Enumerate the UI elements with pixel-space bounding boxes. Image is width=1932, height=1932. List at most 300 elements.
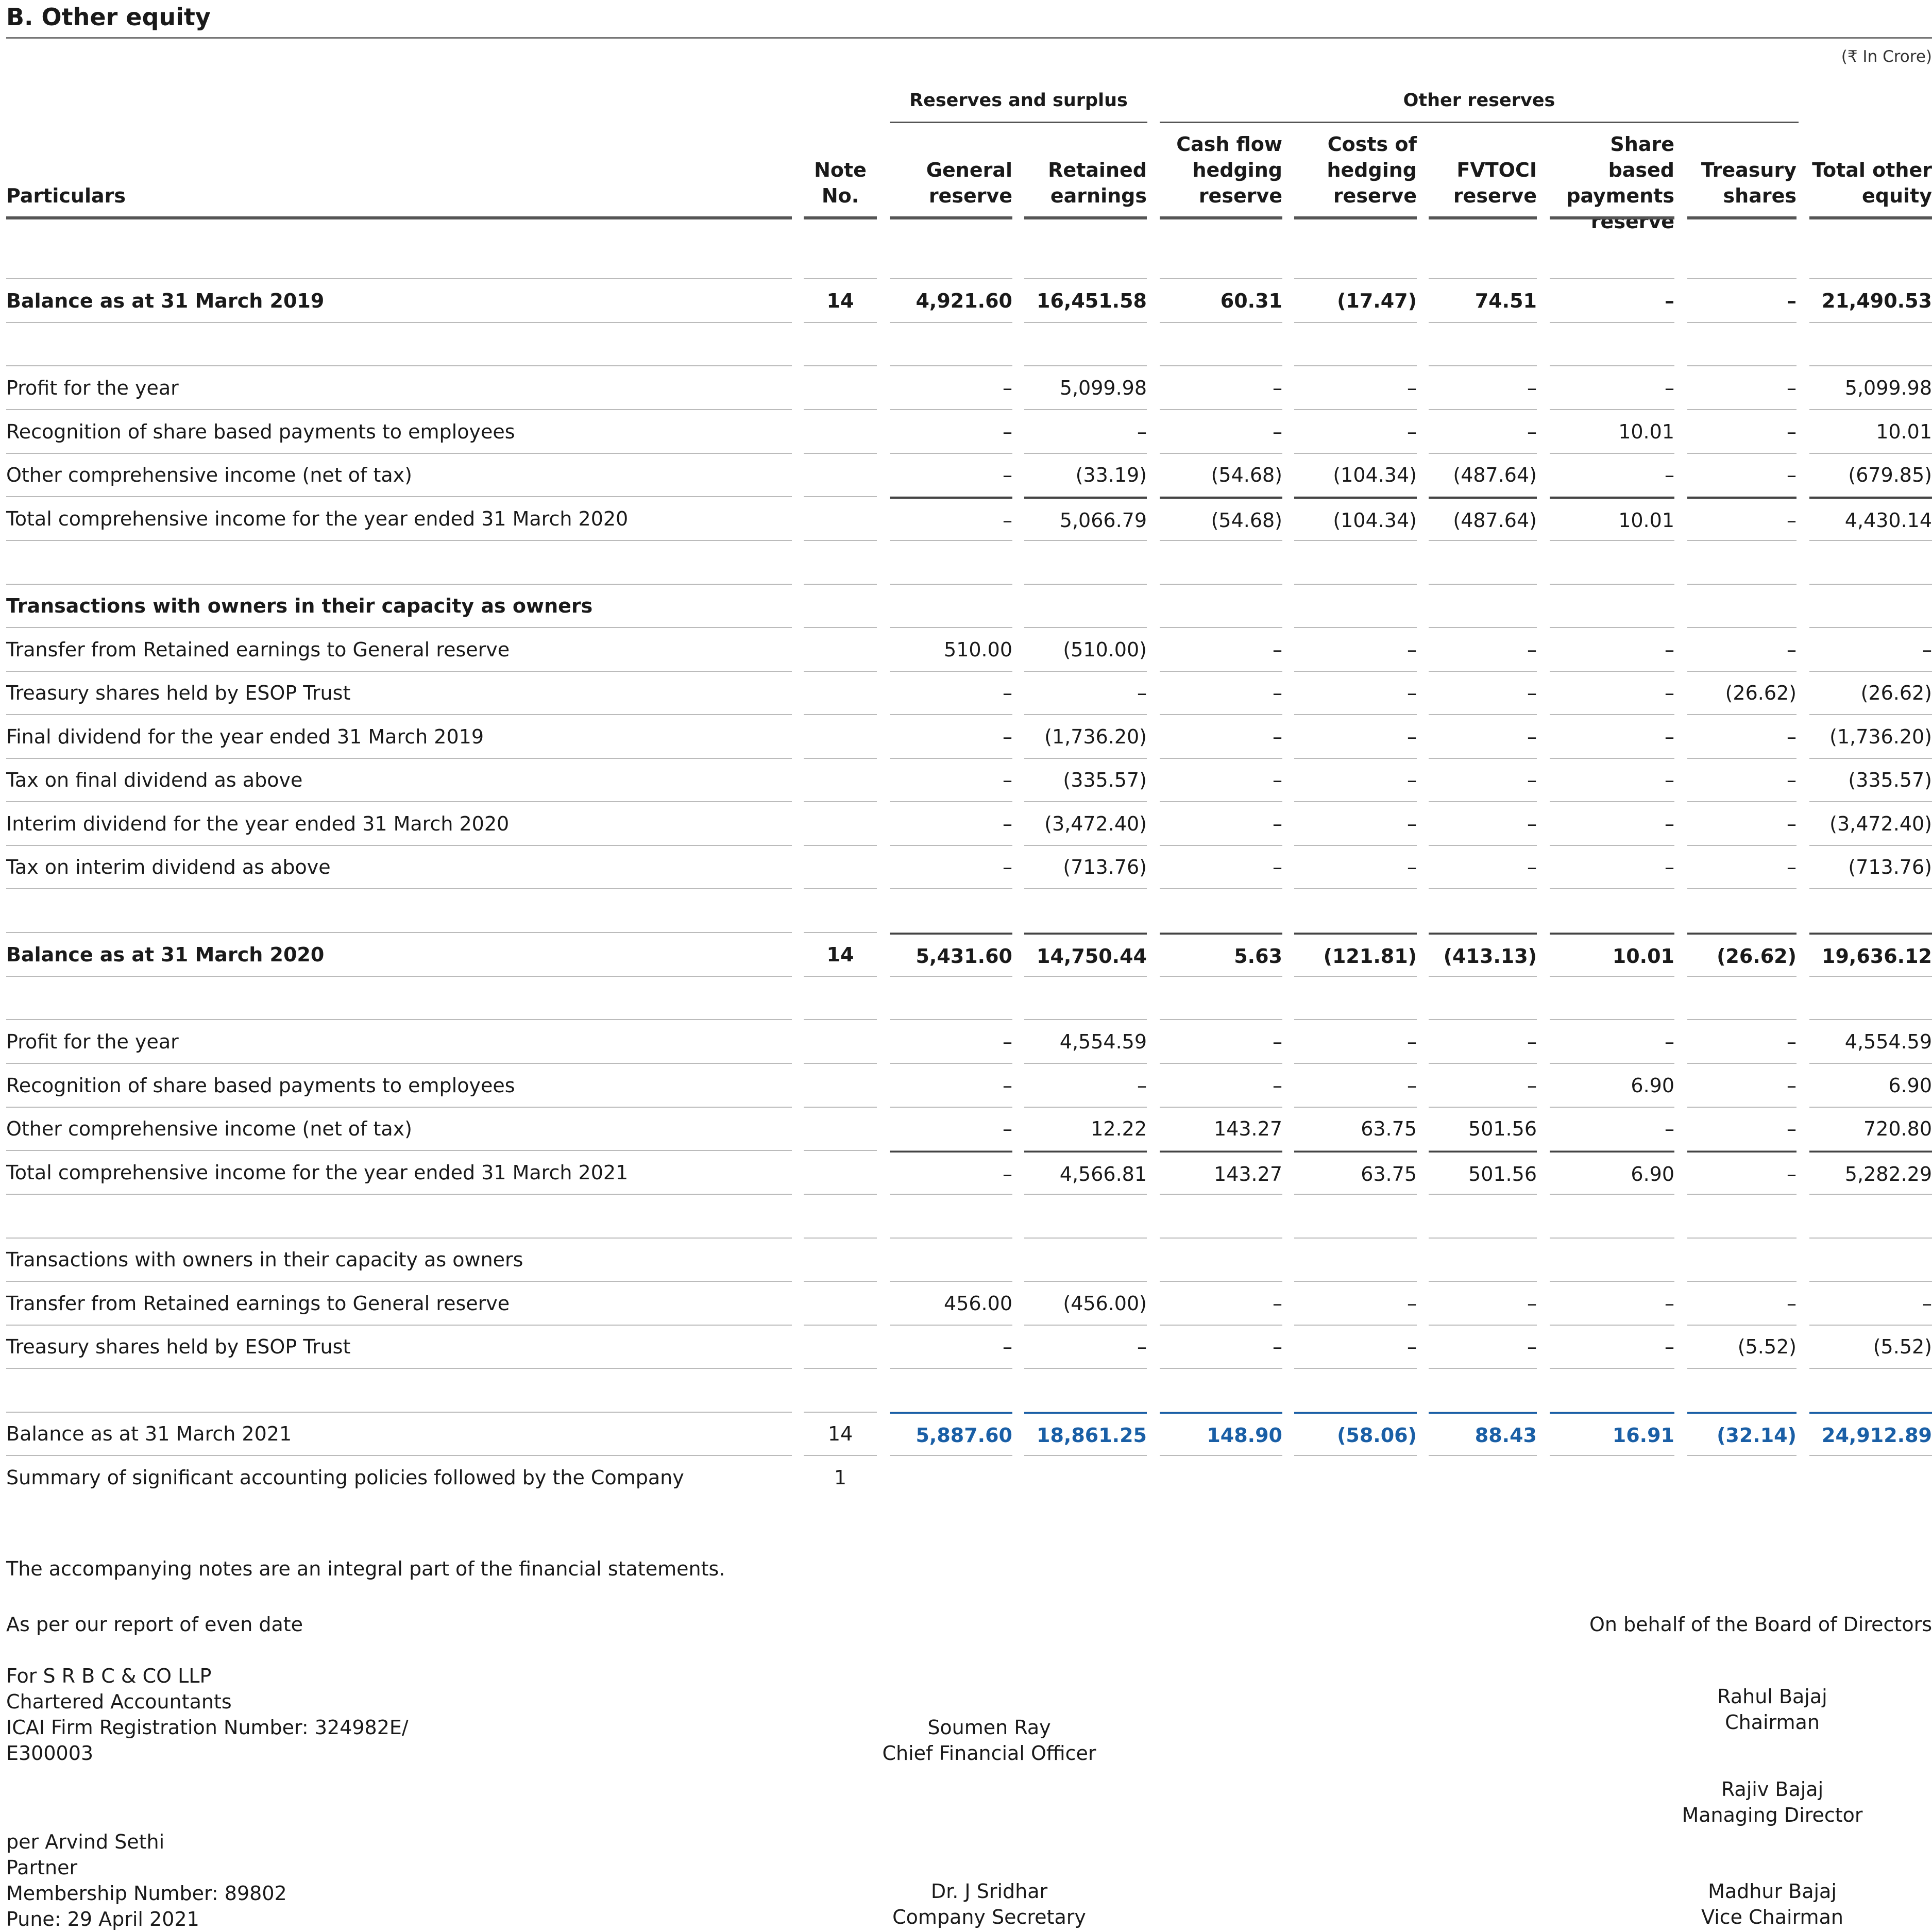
header-rule [1550,216,1674,219]
amount-cell: – [1294,628,1417,672]
note-number [804,1064,877,1108]
row-label: Total comprehensive income for the year ended 31 March 2020 [6,497,792,541]
cs-name: Dr. J Sridhar [930,1880,1048,1903]
amount-cell: 501.56 [1429,1151,1537,1195]
spacer-cell [1550,976,1674,1020]
amount-cell [1687,1456,1797,1500]
note-number [804,1107,877,1151]
amount-cell: (1,736.20) [1024,715,1147,759]
amount-cell [1160,584,1282,628]
spacer-cell [890,235,1012,279]
amount-cell: 5,887.60 [890,1412,1012,1456]
amount-cell: – [1160,1064,1282,1108]
spacer-cell [1687,235,1797,279]
amount-cell: (5.52) [1809,1325,1932,1369]
note-number [804,366,877,410]
amount-cell: – [890,758,1012,802]
cfo-title: Chief Financial Officer [882,1742,1096,1765]
group-label-other: Other reserves [1403,90,1555,111]
firm-name: For S R B C & CO LLP [6,1665,212,1687]
firm-type: Chartered Accountants [6,1690,232,1713]
spacer-cell [6,541,792,585]
amount-cell: – [1160,1282,1282,1326]
col-particulars: Particulars [6,184,126,207]
amount-cell: (335.57) [1809,758,1932,802]
amount-cell: (26.62) [1687,933,1797,977]
row-label: Other comprehensive income (net of tax) [6,453,792,497]
amount-cell: – [1160,758,1282,802]
amount-cell: – [1550,279,1674,323]
amount-cell: – [890,453,1012,497]
amount-cell [1429,1238,1537,1282]
amount-cell: 4,554.59 [1024,1020,1147,1064]
amount-cell: – [890,410,1012,454]
table-row [0,845,1932,889]
amount-cell: – [1429,758,1537,802]
amount-cell: 63.75 [1294,1151,1417,1195]
amount-cell: 88.43 [1429,1412,1537,1456]
col-retained-earnings: Retained earnings [1048,159,1147,207]
spacer-cell [1687,889,1797,933]
amount-cell: – [890,1107,1012,1151]
table-row [0,1107,1932,1151]
spacer-cell [1809,976,1932,1020]
spacer-cell [804,1195,877,1239]
amount-cell: 6.90 [1550,1064,1674,1108]
amount-cell: – [1294,1282,1417,1326]
amount-cell: – [1550,366,1674,410]
col-share-based-payments-reserve: Share based payments reserve [1566,133,1674,233]
amount-cell: – [1429,1020,1537,1064]
amount-cell: 6.90 [1809,1064,1932,1108]
spacer-cell [1429,889,1537,933]
amount-cell: – [890,845,1012,889]
spacer-cell [804,323,877,366]
table-row [0,584,1932,628]
amount-cell: – [1429,1064,1537,1108]
table-row [0,410,1932,454]
row-label: Transactions with owners in their capacity as owners [6,1238,792,1282]
table-row [0,1020,1932,1064]
amount-cell: – [1160,366,1282,410]
amount-cell: – [1429,845,1537,889]
amount-cell: 63.75 [1294,1107,1417,1151]
spacer-row [0,1369,1932,1413]
col-costs-of-hedging-reserve: Costs of hedging reserve [1327,133,1417,207]
group-label-reserves: Reserves and surplus [909,90,1128,111]
cfo-name: Soumen Ray [927,1716,1051,1739]
cfo-signature [855,1715,1123,1766]
spacer-cell [1809,323,1932,366]
amount-cell: 5,282.29 [1809,1151,1932,1195]
col-fvtoci-reserve: FVTOCI reserve [1453,159,1537,207]
note-number: 1 [834,1466,847,1489]
amount-cell: (32.14) [1687,1412,1797,1456]
amount-cell: – [1550,1020,1674,1064]
amount-cell: – [1550,1107,1674,1151]
board-reference: On behalf of the Board of Directors [1589,1613,1932,1636]
table-row [0,1151,1932,1195]
spacer-cell [1550,1195,1674,1239]
amount-cell: – [1809,1282,1932,1326]
spacer-cell [1024,1369,1147,1413]
spacer-cell [804,1369,877,1413]
amount-cell: 5,099.98 [1024,366,1147,410]
header-rule [890,216,1012,219]
note-number [804,1282,877,1326]
col-treasury-shares: Treasury shares [1701,159,1797,207]
spacer-cell [1294,235,1417,279]
title-divider [6,37,1932,39]
amount-cell: – [1429,715,1537,759]
amount-cell: – [1687,1020,1797,1064]
cs-title: Company Secretary [892,1906,1086,1928]
amount-cell: 24,912.89 [1809,1412,1932,1456]
amount-cell: 14,750.44 [1024,933,1147,977]
auditor-partner [6,1829,287,1932]
spacer-cell [6,889,792,933]
spacer-cell [1550,889,1674,933]
amount-cell: – [890,1064,1012,1108]
amount-cell [1687,1238,1797,1282]
amount-cell: 12.22 [1024,1107,1147,1151]
amount-cell: (121.81) [1294,933,1417,977]
table-row [0,497,1932,541]
amount-cell [1160,1456,1282,1500]
cs-signature [855,1878,1123,1930]
spacer-cell [1809,541,1932,585]
amount-cell: – [1294,802,1417,846]
table-row [0,1064,1932,1108]
auditor-firm [6,1663,409,1766]
row-label: Summary of significant accounting policies followed by the Company [6,1466,684,1489]
amount-cell [890,1238,1012,1282]
amount-cell: 5.63 [1160,933,1282,977]
spacer-cell [1024,235,1147,279]
amount-cell: – [1429,1282,1537,1326]
spacer-cell [1294,541,1417,585]
spacer-cell [1429,1195,1537,1239]
partner-name: per Arvind Sethi [6,1831,165,1853]
spacer-cell [1294,1195,1417,1239]
spacer-cell [890,323,1012,366]
spacer-cell [1294,323,1417,366]
row-label: Balance as at 31 March 2020 [6,933,792,977]
amount-cell [1550,584,1674,628]
spacer-cell [1294,1369,1417,1413]
amount-cell: (1,736.20) [1809,715,1932,759]
amount-cell: 143.27 [1160,1151,1282,1195]
amount-cell [1809,1456,1932,1500]
row-label: Transfer from Retained earnings to General reserve [6,1282,792,1326]
amount-cell: (510.00) [1024,628,1147,672]
amount-cell: (487.64) [1429,497,1537,541]
spacer-cell [6,976,792,1020]
amount-cell: (54.68) [1160,453,1282,497]
note-number [804,845,877,889]
amount-cell: 6.90 [1550,1151,1674,1195]
amount-cell [1809,584,1932,628]
amount-cell: 4,566.81 [1024,1151,1147,1195]
amount-cell: 10.01 [1550,410,1674,454]
row-label: Balance as at 31 March 2021 [6,1412,792,1456]
amount-cell: – [1294,758,1417,802]
spacer-row [0,1195,1932,1239]
amount-cell [1024,584,1147,628]
spacer-cell [1687,1195,1797,1239]
amount-cell [1024,1456,1147,1500]
note-number: 14 [804,933,877,977]
amount-cell: – [1687,802,1797,846]
row-label: Final dividend for the year ended 31 March 2019 [6,715,792,759]
amount-cell: – [1687,497,1797,541]
amount-cell [1429,584,1537,628]
amount-cell: – [1550,671,1674,715]
amount-cell: – [1160,628,1282,672]
spacer-row [0,889,1932,933]
amount-cell: (26.62) [1687,671,1797,715]
col-cash-flow-hedging-reserve: Cash flow hedging reserve [1176,133,1282,207]
note-number [804,497,877,541]
spacer-cell [1294,889,1417,933]
amount-cell: – [1429,671,1537,715]
amount-cell: 510.00 [890,628,1012,672]
amount-cell: – [890,1020,1012,1064]
amount-cell: – [1809,628,1932,672]
col-general-reserve: General reserve [926,159,1012,207]
amount-cell [1294,1456,1417,1500]
amount-cell: – [1294,410,1417,454]
amount-cell: 18,861.25 [1024,1412,1147,1456]
amount-cell: (679.85) [1809,453,1932,497]
amount-cell: – [890,715,1012,759]
note-number [804,715,877,759]
amount-cell: – [1160,410,1282,454]
amount-cell: 16,451.58 [1024,279,1147,323]
amount-cell [1294,584,1417,628]
amount-cell: – [1550,845,1674,889]
amount-cell: – [890,671,1012,715]
vc-name: Madhur Bajaj [1708,1880,1837,1903]
spacer-cell [1809,889,1932,933]
amount-cell: 5,066.79 [1024,497,1147,541]
units-note: (₹ In Crore) [1841,47,1932,66]
header-rule [804,216,877,219]
note-number [804,802,877,846]
spacer-cell [1550,541,1674,585]
header-rule [1160,216,1282,219]
amount-cell: – [1550,1282,1674,1326]
spacer-cell [1687,976,1797,1020]
spacer-cell [890,1195,1012,1239]
spacer-cell [1160,1369,1282,1413]
amount-cell: – [1160,802,1282,846]
amount-cell: 4,921.60 [890,279,1012,323]
note-number [804,453,877,497]
amount-cell: (713.76) [1024,845,1147,889]
amount-cell: 10.01 [1550,497,1674,541]
spacer-cell [1550,323,1674,366]
spacer-cell [1429,235,1537,279]
amount-cell: – [1294,845,1417,889]
table-row [0,933,1932,977]
table-row [0,802,1932,846]
amount-cell: – [1550,802,1674,846]
spacer-cell [1024,323,1147,366]
amount-cell: (456.00) [1024,1282,1147,1326]
amount-cell: – [1687,279,1797,323]
amount-cell: (335.57) [1024,758,1147,802]
membership-number: Membership Number: 89802 [6,1882,287,1905]
md-signature [1649,1776,1896,1828]
amount-cell: – [1687,453,1797,497]
amount-cell: – [1294,671,1417,715]
spacer-cell [1160,1195,1282,1239]
row-label: Interim dividend for the year ended 31 March 2020 [6,802,792,846]
note-number [804,628,877,672]
spacer-cell [1429,323,1537,366]
row-label: Recognition of share based payments to employees [6,410,792,454]
spacer-cell [1687,1369,1797,1413]
row-label: Total comprehensive income for the year ended 31 March 2021 [6,1151,792,1195]
amount-cell: – [1687,1107,1797,1151]
amount-cell: – [1687,628,1797,672]
amount-cell [1160,1238,1282,1282]
amount-cell: (26.62) [1809,671,1932,715]
amount-cell: – [890,802,1012,846]
table-row [0,671,1932,715]
table-row [0,758,1932,802]
amount-cell: – [1024,410,1147,454]
spacer-cell [1550,235,1674,279]
amount-cell: 4,554.59 [1809,1020,1932,1064]
spacer-cell [1809,1195,1932,1239]
spacer-cell [1024,1195,1147,1239]
amount-cell: – [1687,715,1797,759]
amount-cell: – [1429,802,1537,846]
amount-cell: – [1429,366,1537,410]
amount-cell: – [890,1325,1012,1369]
vc-title: Vice Chairman [1701,1906,1843,1928]
amount-cell: – [1429,628,1537,672]
header-rule [1809,216,1932,219]
spacer-cell [1687,323,1797,366]
amount-cell: 10.01 [1550,933,1674,977]
amount-cell: – [1429,1325,1537,1369]
chairman-signature [1649,1684,1896,1735]
amount-cell: – [1294,1325,1417,1369]
place-date: Pune: 29 April 2021 [6,1908,199,1930]
section-title: B. Other equity [6,3,211,31]
amount-cell: (17.47) [1294,279,1417,323]
amount-cell: – [1294,1064,1417,1108]
note-number [804,671,877,715]
amount-cell: – [1024,1064,1147,1108]
spacer-cell [6,1369,792,1413]
table-row [0,453,1932,497]
spacer-cell [1160,541,1282,585]
amount-cell: – [1294,715,1417,759]
amount-cell: 501.56 [1429,1107,1537,1151]
amount-cell: – [1160,671,1282,715]
spacer-cell [1809,1369,1932,1413]
row-label: Profit for the year [6,366,792,410]
spacer-cell [1024,976,1147,1020]
chairman-title: Chairman [1725,1711,1820,1734]
amount-cell: (3,472.40) [1809,802,1932,846]
amount-cell: – [890,1151,1012,1195]
spacer-row [0,976,1932,1020]
amount-cell: 148.90 [1160,1412,1282,1456]
note-number [804,758,877,802]
amount-cell: (713.76) [1809,845,1932,889]
amount-cell: 143.27 [1160,1107,1282,1151]
col-note-no: Note No. [814,159,867,207]
amount-cell: (3,472.40) [1024,802,1147,846]
spacer-cell [1429,541,1537,585]
amount-cell: – [1294,366,1417,410]
amount-cell: 5,431.60 [890,933,1012,977]
spacer-cell [890,976,1012,1020]
spacer-cell [1160,976,1282,1020]
table-row [0,1238,1932,1282]
table-row [0,279,1932,323]
spacer-cell [1550,1369,1674,1413]
header-rule [1687,216,1797,219]
spacer-row [0,541,1932,585]
md-name: Rajiv Bajaj [1721,1778,1824,1801]
report-reference: As per our report of even date [6,1613,303,1636]
amount-cell: – [1687,758,1797,802]
amount-cell: 5,099.98 [1809,366,1932,410]
group-rule-other [1160,122,1799,123]
spacer-cell [804,889,877,933]
amount-cell: – [1160,1020,1282,1064]
md-title: Managing Director [1682,1804,1863,1826]
amount-cell [1429,1456,1537,1500]
amount-cell: (5.52) [1687,1325,1797,1369]
spacer-cell [1429,1369,1537,1413]
amount-cell: 10.01 [1809,410,1932,454]
amount-cell: (487.64) [1429,453,1537,497]
amount-cell [1809,1238,1932,1282]
spacer-cell [890,1369,1012,1413]
amount-cell: – [890,366,1012,410]
amount-cell [1550,1456,1674,1500]
spacer-cell [890,889,1012,933]
row-label: Tax on interim dividend as above [6,845,792,889]
note-number [804,1151,877,1195]
amount-cell: 16.91 [1550,1412,1674,1456]
header-rule [1429,216,1537,219]
note-number [804,1325,877,1369]
amount-cell: 19,636.12 [1809,933,1932,977]
spacer-cell [890,541,1012,585]
firm-registration-cont: E300003 [6,1742,94,1765]
amount-cell: – [1550,628,1674,672]
header-rule [1294,216,1417,219]
spacer-cell [1024,541,1147,585]
amount-cell: – [1160,845,1282,889]
spacer-cell [6,235,792,279]
amount-cell: – [1294,1020,1417,1064]
amount-cell: – [1550,1325,1674,1369]
row-label: Treasury shares held by ESOP Trust [6,1325,792,1369]
row-label: Transfer from Retained earnings to General reserve [6,628,792,672]
spacer-row [0,235,1932,279]
header-rule [6,216,792,219]
amount-cell: (58.06) [1294,1412,1417,1456]
